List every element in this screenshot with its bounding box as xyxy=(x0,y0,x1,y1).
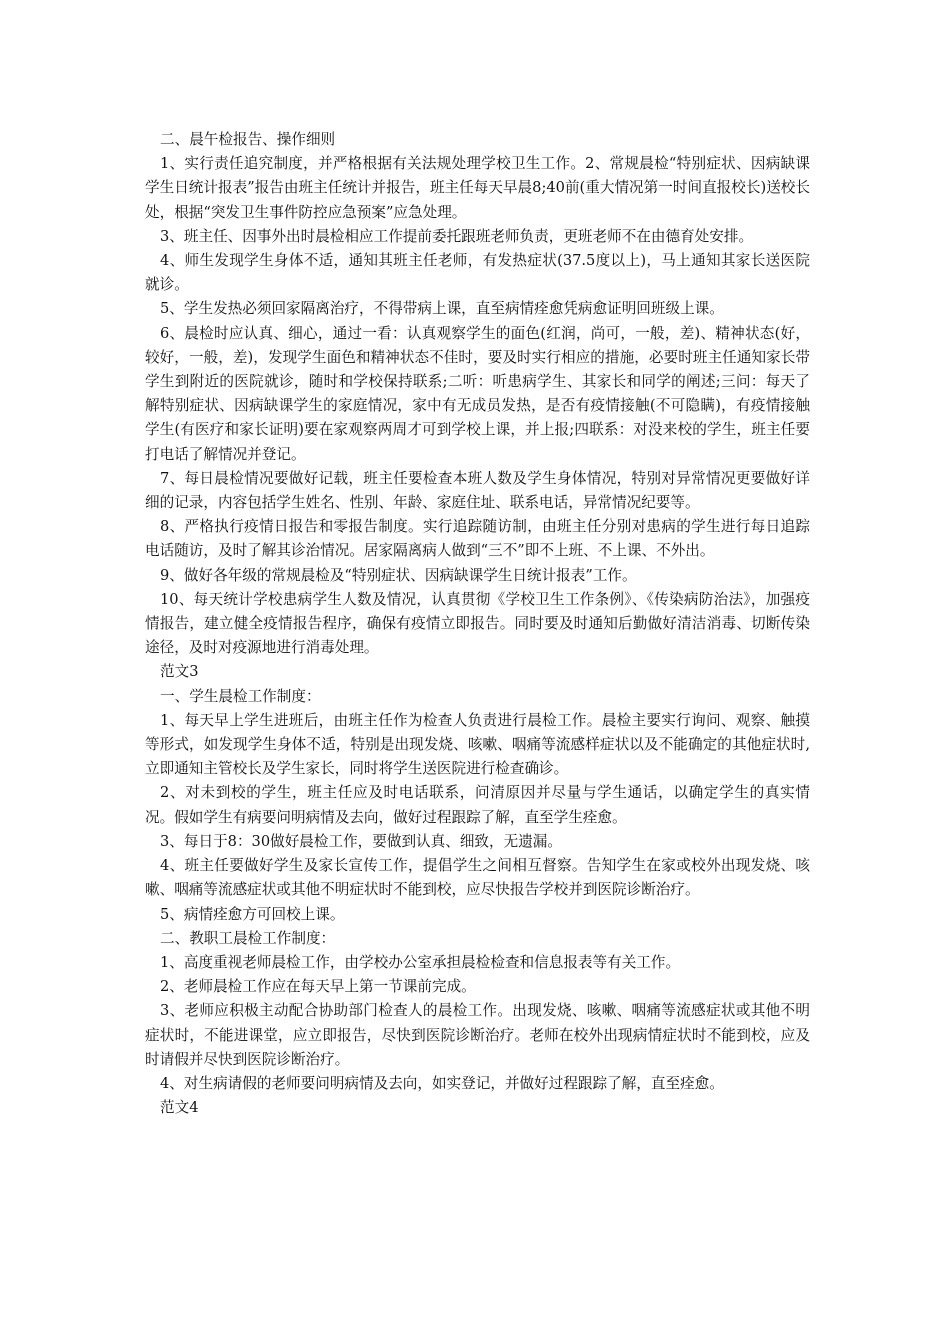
paragraph: 9、做好各年级的常规晨检及“特别症状、因病缺课学生日统计报表”工作。 xyxy=(160,566,637,584)
paragraph: 2、老师晨检工作应在每天早上第一节课前完成。 xyxy=(160,978,476,996)
paragraph: 5、病情痊愈方可回校上课。 xyxy=(160,905,345,923)
paragraph: 8、严格执行疫情日报告和零报告制度。实行追踪随访制，由班主任分别对患病的学生进行每日追踪电话随访，及时了解其诊治情况。居家隔离病人做到“三不”即不上班、不上课、不外出。 xyxy=(145,518,810,560)
paragraph: 2、对未到校的学生，班主任应及时电话联系，问清原因并尽量与学生通话，以确定学生的真实情况。假如学生有病要问明病情及去向，做好过程跟踪了解，直至学生痊愈。 xyxy=(145,784,810,826)
paragraph: 1、每天早上学生进班后，由班主任作为检查人负责进行晨检工作。晨检主要实行询问、观察、触摸等形式，如发现学生身体不适，特别是出现发烧、咳嗽、咽痛等流感样症状以及不能确定的其他症状时,立即通知主管校长及学生家长，同时将学生送医院进行检查确诊。 xyxy=(145,711,810,778)
section-heading: 范文3 xyxy=(160,663,199,681)
paragraph: 5、学生发热必须回家隔离治疗，不得带病上课，直至病情痊愈凭病愈证明回班级上课。 xyxy=(160,300,724,318)
paragraph: 1、高度重视老师晨检工作，由学校办公室承担晨检检查和信息报表等有关工作。 xyxy=(160,953,681,971)
paragraph: 4、班主任要做好学生及家长宣传工作，提倡学生之间相互督察。告知学生在家或校外出现发烧、咳嗽、咽痛等流感症状或其他不明症状时不能到校，应尽快报告学校并到医院诊断治疗。 xyxy=(145,857,810,899)
paragraph: 10、每天统计学校患病学生人数及情况，认真贯彻《学校卫生工作条例》、《传染病防治法》，加强疫情报告，建立健全疫情报告程序，确保有疫情立即报告。同时要及时通知后勤做好清洁消毒、切断传染途径，及时对疫源地进行消毒处理。 xyxy=(145,590,810,657)
section-heading: 范文4 xyxy=(160,1099,199,1117)
section-heading: 二、教职工晨检工作制度： xyxy=(160,929,336,947)
paragraph: 1、实行责任追究制度，并严格根据有关法规处理学校卫生工作。2、常规晨检“特别症状、因病缺课学生日统计报表”报告由班主任统计并报告，班主任每天早晨8;40前(重大情况第一时间直报校长)送校长处，根据“突发卫生事件防控应急预案”应急处理。 xyxy=(145,155,810,221)
paragraph: 3、每日于8：30做好晨检工作，要做到认真、细致，无遗漏。 xyxy=(160,832,562,850)
paragraph: 6、晨检时应认真、细心，通过一看：认真观察学生的面色(红润，尚可，一般，差)、精神状态(好，较好，一般，差)，发现学生面色和精神状态不佳时，要及时实行相应的措施，必要时班主任通知家长带学生到附近的医院就诊，随时和学校保持联系;二听：听患病学生、其家长和同学的阐述;三问：每天了解特别症状、因病缺课学生的家庭情况，家中有无成员发热，是否有疫情接触(不可隐瞒)，有疫情接触学生(有医疗和家长证明)要在家观察两周才可到学校上课，并上报;四联系：对没来校的学生，班主任要打电话了解情况并登记。 xyxy=(145,324,810,463)
paragraph: 7、每日晨检情况要做好记载，班主任要检查本班人数及学生身体情况，特别对异常情况更要做好详细的记录，内容包括学生姓名、性别、年龄、家庭住址、联系电话，异常情况纪要等。 xyxy=(145,469,810,512)
paragraph: 3、老师应积极主动配合协助部门检查人的晨检工作。出现发烧、咳嗽、咽痛等流感症状或其他不明症状时，不能进课堂，应立即报告，尽快到医院诊断治疗。老师在校外出现病情症状时不能到校，应及时请假并尽快到医院诊断治疗。 xyxy=(145,1002,810,1068)
section-heading: 二、晨午检报告、操作细则 xyxy=(160,131,336,148)
document-body xyxy=(145,128,810,1120)
paragraph: 4、对生病请假的老师要问明病情及去向，如实登记，并做好过程跟踪了解，直至痊愈。 xyxy=(160,1074,724,1092)
paragraph: 3、班主任、因事外出时晨检相应工作提前委托跟班老师负责，更班老师不在由德育处安排。 xyxy=(160,227,754,245)
section-heading: 一、学生晨检工作制度： xyxy=(160,687,321,705)
paragraph: 4、师生发现学生身体不适，通知其班主任老师，有发热症状(37.5度以上)，马上通知其家长送医院就诊。 xyxy=(145,252,810,294)
